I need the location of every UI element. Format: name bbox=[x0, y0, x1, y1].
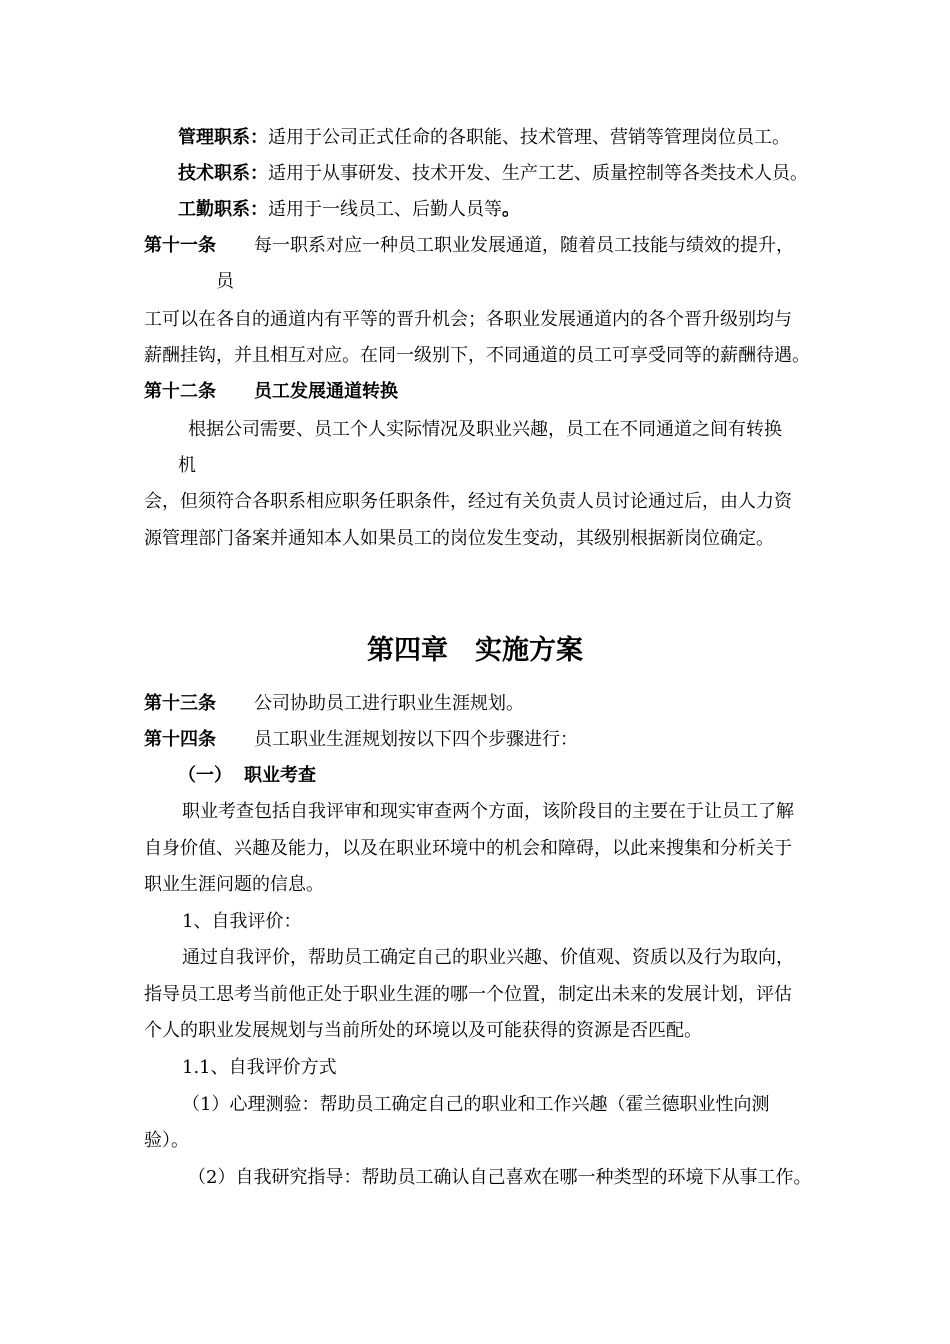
item-1-text-line-2: 指导员工思考当前他正处于职业生涯的哪一个位置，制定出未来的发展计划，评估 bbox=[144, 984, 792, 1005]
article-13-text: 公司协助员工进行职业生涯规划。 bbox=[254, 693, 524, 714]
article-11-label: 第十一条 bbox=[144, 235, 216, 256]
item-1-text-line-3: 个人的职业发展规划与当前所处的环境以及可能获得的资源是否匹配。 bbox=[144, 1020, 702, 1041]
paragraph-management-track bbox=[178, 126, 790, 150]
item-1-1-heading: 1.1、自我评价方式 bbox=[182, 1057, 337, 1078]
article-13 bbox=[144, 692, 524, 716]
item-1-text-line-1: 通过自我评价，帮助员工确定自己的职业兴趣、价值观、资质以及行为取向， bbox=[182, 947, 794, 968]
article-12-line-2: 机 bbox=[178, 455, 196, 476]
article-11-text-1: 每一职系对应一种员工职业发展通道，随着员工技能与绩效的提升， bbox=[254, 235, 794, 256]
chapter-heading: 第四章 实施方案 bbox=[367, 635, 583, 666]
method-1-line-1: （1）心理测验：帮助员工确定自己的职业和工作兴趣（霍兰德职业性向测 bbox=[182, 1094, 770, 1115]
article-12-label: 第十二条 bbox=[144, 381, 216, 402]
term-management-track: 管理职系： bbox=[178, 127, 268, 148]
article-12-line-1: 根据公司需要、员工个人实际情况及职业兴趣，员工在不同通道之间有转换 bbox=[188, 419, 782, 440]
management-track-text: 适用于公司正式任命的各职能、技术管理、营销等管理岗位员工。 bbox=[268, 127, 790, 148]
section-1-heading bbox=[178, 764, 316, 788]
article-11-line-4: 薪酬挂钩，并且相互对应。在同一级别下，不同通道的员工可享受同等的薪酬待遇。 bbox=[144, 345, 810, 366]
method-1-line-2: 验）。 bbox=[144, 1130, 189, 1151]
section-1-text-line-3: 职业生涯问题的信息。 bbox=[144, 874, 324, 895]
article-12-line-3: 会，但须符合各职系相应职务任职条件，经过有关负责人员讨论通过后，由人力资 bbox=[144, 491, 792, 512]
article-14 bbox=[144, 728, 578, 752]
term-service-track: 工勤职系： bbox=[178, 199, 268, 220]
article-12-title: 员工发展通道转换 bbox=[254, 381, 398, 402]
paragraph-service-track bbox=[178, 198, 520, 222]
paragraph-technical-track bbox=[178, 162, 808, 186]
article-12-heading bbox=[144, 380, 398, 404]
section-1-number: （一） bbox=[178, 765, 232, 786]
section-1-title: 职业考查 bbox=[244, 765, 316, 786]
article-12-line-4: 源管理部门备案并通知本人如果员工的岗位发生变动，其级别根据新岗位确定。 bbox=[144, 528, 774, 549]
section-1-text-line-2: 自身价值、兴趣及能力，以及在职业环境中的机会和障碍，以此来搜集和分析关于 bbox=[144, 838, 792, 859]
article-14-text: 员工职业生涯规划按以下四个步骤进行： bbox=[254, 729, 578, 750]
section-1-text-line-1: 职业考查包括自我评审和现实审查两个方面，该阶段目的主要在于让员工了解 bbox=[182, 801, 794, 822]
term-technical-track: 技术职系： bbox=[178, 163, 268, 184]
article-13-label: 第十三条 bbox=[144, 693, 216, 714]
method-2: （2）自我研究指导：帮助员工确认自己喜欢在哪一种类型的环境下从事工作。 bbox=[188, 1167, 812, 1188]
item-1-heading: 1、自我评价： bbox=[182, 911, 302, 932]
article-11-line-1 bbox=[144, 234, 794, 258]
technical-track-text: 适用于从事研发、技术开发、生产工艺、质量控制等各类技术人员。 bbox=[268, 163, 808, 184]
article-11-line-3: 工可以在各自的通道内有平等的晋升机会；各职业发展通道内的各个晋升级别均与 bbox=[144, 309, 792, 330]
service-track-period: 。 bbox=[502, 199, 520, 220]
article-14-label: 第十四条 bbox=[144, 729, 216, 750]
service-track-text: 适用于一线员工、后勤人员等 bbox=[268, 199, 502, 220]
article-11-line-2: 员 bbox=[216, 271, 234, 292]
